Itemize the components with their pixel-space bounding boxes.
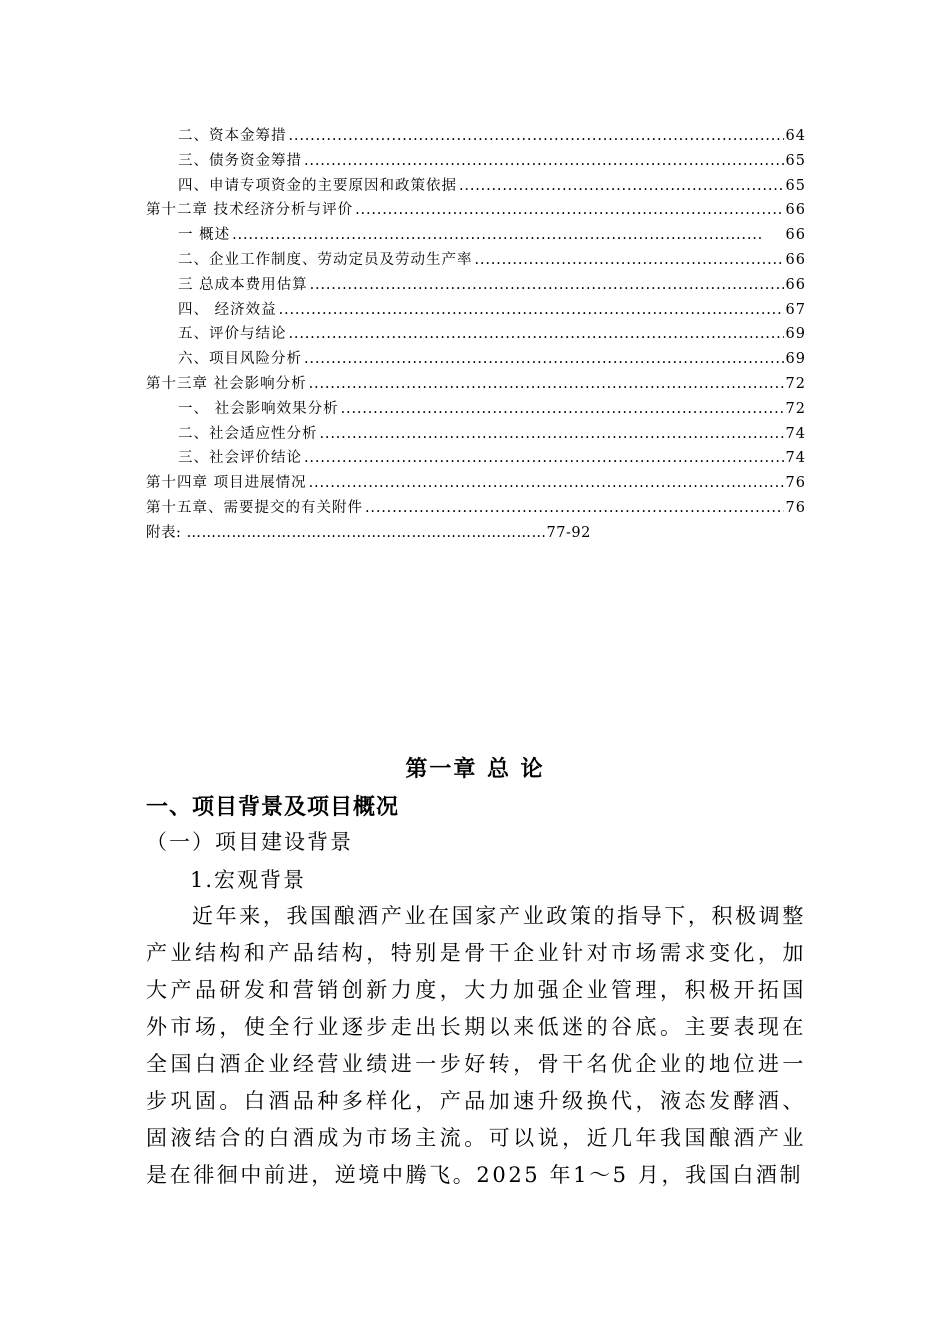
toc-entry-page: 74 <box>785 425 806 442</box>
toc-dot-leader <box>304 149 784 174</box>
toc-dot-leader <box>289 322 784 347</box>
toc-entry-label: 二、资本金筹措 <box>178 128 287 144</box>
toc-dot-leader <box>320 422 784 447</box>
toc-entry-page: 66 <box>785 227 806 244</box>
toc-entry-page: 69 <box>785 351 806 368</box>
toc-chapter-entry[interactable] <box>146 471 806 496</box>
toc-dot-leader <box>310 273 784 298</box>
subsubsection-heading: 1.宏观背景 <box>190 868 307 892</box>
body-paragraph: 近年来，我国酿酒产业在国家产业政策的指导下，积极调整产业结构和产品结构，特别是骨干企业针对市场需求变化，加大产品研发和营销创新力度，大力加强企业管理，积极开拓国外市场，使全行业逐步走出长期以来低迷的谷底。主要表现在全国白酒企业经营业绩进一步好转，骨干名优企业的地位进一步巩固。白酒品种多样化，产品加速升级换代，液态发酵酒、固液结合的白酒成为市场主流。可以说，近几年我国酿酒产业是在徘徊中前进，逆境中腾飞。2025 年1～5 月，我国白酒制 <box>146 904 806 1187</box>
toc-dot-leader <box>304 446 784 471</box>
toc-entry-page: 65 <box>785 152 806 169</box>
subsection-heading: （一）项目建设背景 <box>146 830 353 854</box>
toc-dot-leader <box>475 248 784 273</box>
toc-entry-label: 三 总成本费用估算 <box>178 276 308 293</box>
toc-entry-label: 二、企业工作制度、劳动定员及劳动生产率 <box>178 251 473 268</box>
toc-dot-leader <box>304 347 784 372</box>
toc-chapter-entry[interactable] <box>146 198 806 223</box>
toc-entry-label: 第十三章 社会影响分析 <box>146 375 307 392</box>
toc-entry-page: 67 <box>785 301 806 318</box>
toc-dot-leader <box>459 174 784 199</box>
toc-entry-page: 72 <box>785 400 806 417</box>
toc-entry[interactable] <box>146 149 806 174</box>
toc-entry[interactable] <box>146 248 806 273</box>
toc-chapter-entry[interactable] <box>146 496 806 521</box>
toc-dot-leader <box>279 298 784 323</box>
toc-entry[interactable] <box>146 298 806 323</box>
toc-entry-page: 69 <box>785 326 806 343</box>
toc-entry-label: 第十四章 项目进展情况 <box>146 475 307 492</box>
toc-entry-label: 二、社会适应性分析 <box>178 425 318 442</box>
toc-entry-label: 四、申请专项资金的主要原因和政策依据 <box>178 177 457 194</box>
chapter-title: 第一章 总 论 <box>405 756 545 782</box>
toc-entry-page: 76 <box>785 499 806 516</box>
toc-entry-label: 第十五章、需要提交的有关附件 <box>146 499 363 516</box>
toc-dot-leader <box>289 124 784 149</box>
toc-dot-leader <box>309 372 784 397</box>
toc-chapter-entry[interactable] <box>146 372 806 397</box>
toc-dot-leader <box>232 223 783 248</box>
toc-entry[interactable] <box>146 223 806 248</box>
toc-entry[interactable] <box>146 273 806 298</box>
toc-entry[interactable] <box>146 347 806 372</box>
toc-entry-page: 65 <box>785 177 806 194</box>
toc-entry[interactable] <box>146 174 806 199</box>
toc-dot-leader <box>365 496 784 521</box>
section-heading: 一、项目背景及项目概况 <box>146 794 400 820</box>
toc-entry[interactable] <box>146 446 806 471</box>
toc-entry-page: 66 <box>785 276 806 293</box>
toc-dot-leader <box>309 471 784 496</box>
toc-entry-label: 三、社会评价结论 <box>178 450 302 467</box>
toc-entry-page: 64 <box>785 128 806 144</box>
toc-entry-label: 一 概述 <box>178 227 231 244</box>
toc-appendix-entry[interactable]: 附表: ………………………………………………………………77-92 <box>146 524 591 541</box>
toc-dot-leader <box>355 198 783 223</box>
toc-entry[interactable] <box>146 322 806 347</box>
toc-entry[interactable] <box>146 397 806 422</box>
toc-entry-page: 66 <box>785 202 806 219</box>
toc-entry-page: 72 <box>785 375 806 392</box>
toc-entry-label: 第十二章 技术经济分析与评价 <box>146 202 354 219</box>
toc-entry-label: 一、 社会影响效果分析 <box>178 400 339 417</box>
toc-entry-label: 五、评价与结论 <box>178 326 287 343</box>
toc-entry-page: 66 <box>785 251 806 268</box>
toc-entry-label: 四、 经济效益 <box>178 301 277 318</box>
table-of-contents <box>146 124 806 546</box>
toc-entry-page: 74 <box>785 450 806 467</box>
toc-entry-page: 76 <box>785 475 806 492</box>
toc-entry[interactable] <box>146 422 806 447</box>
toc-dot-leader <box>341 397 784 422</box>
toc-entry-label: 三、债务资金筹措 <box>178 152 302 169</box>
toc-entry[interactable] <box>146 124 806 149</box>
toc-entry-label: 六、项目风险分析 <box>178 351 302 368</box>
